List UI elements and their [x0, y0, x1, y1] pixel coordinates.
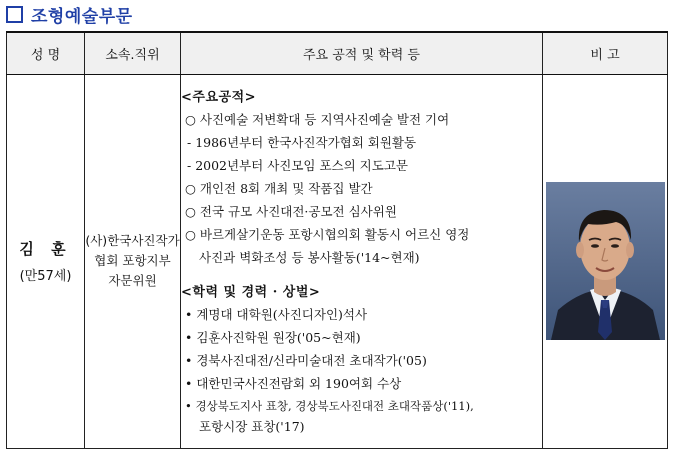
- table-row: [7, 74, 668, 449]
- portrait-illustration: [546, 182, 665, 340]
- achievement-item: 사진과 벽화조성 등 봉사활동('14~현재): [199, 250, 420, 266]
- achievements-cell: [181, 74, 543, 449]
- portrait-photo: [546, 182, 665, 340]
- education-heading: <학력 및 경력 · 상벌>: [181, 285, 321, 301]
- affiliation-line: (사)한국사진작가: [85, 233, 180, 249]
- achievement-item: ○ 사진예술 저변확대 등 지역사진예술 발전 기여: [185, 112, 450, 128]
- name-cell: [7, 74, 85, 449]
- achievement-item: ○ 전국 규모 사진대전·공모전 심사위원: [185, 204, 397, 220]
- header-affiliation: 소속.직위: [85, 32, 181, 74]
- affiliation-line: 협회 포항지부: [94, 253, 171, 269]
- table-header-row: [7, 32, 668, 74]
- person-age: (만57세): [19, 269, 72, 285]
- checkbox-square-icon: [6, 6, 23, 23]
- section-title-text: 조형예술부문: [31, 6, 133, 27]
- education-item: 포항시장 표창('17): [199, 419, 305, 435]
- person-name: 김 훈: [19, 240, 72, 259]
- achievement-item: - 1986년부터 한국사진작가협회 회원활동: [187, 135, 417, 151]
- affiliation-line: 자문위원: [108, 273, 157, 289]
- section-title: [6, 2, 133, 26]
- education-item: • 계명대 대학원(사진디자인)석사: [185, 307, 368, 323]
- achievements-heading: <주요공적>: [181, 90, 257, 106]
- header-main: 주요 공적 및 학력 등: [181, 32, 543, 74]
- header-note: 비 고: [543, 32, 668, 74]
- awardee-table: [6, 31, 668, 449]
- education-item: • 대한민국사진전람회 외 190여회 수상: [185, 376, 402, 392]
- education-item: • 경상북도지사 표창, 경상북도사진대전 초대작품상('11),: [185, 399, 474, 414]
- header-name: 성 명: [7, 32, 85, 74]
- education-item: • 김훈사진학원 원장('05~현재): [185, 330, 361, 346]
- affiliation-cell: [85, 74, 181, 449]
- achievement-item: ○ 개인전 8회 개최 및 작품집 발간: [185, 181, 373, 197]
- note-cell: [543, 74, 668, 449]
- achievement-item: - 2002년부터 사진모임 포스의 지도고문: [187, 158, 408, 174]
- achievement-item: ○ 바르게살기운동 포항시협의회 활동시 어르신 영정: [185, 227, 470, 243]
- education-item: • 경북사진대전/신라미술대전 초대작가('05): [185, 353, 427, 369]
